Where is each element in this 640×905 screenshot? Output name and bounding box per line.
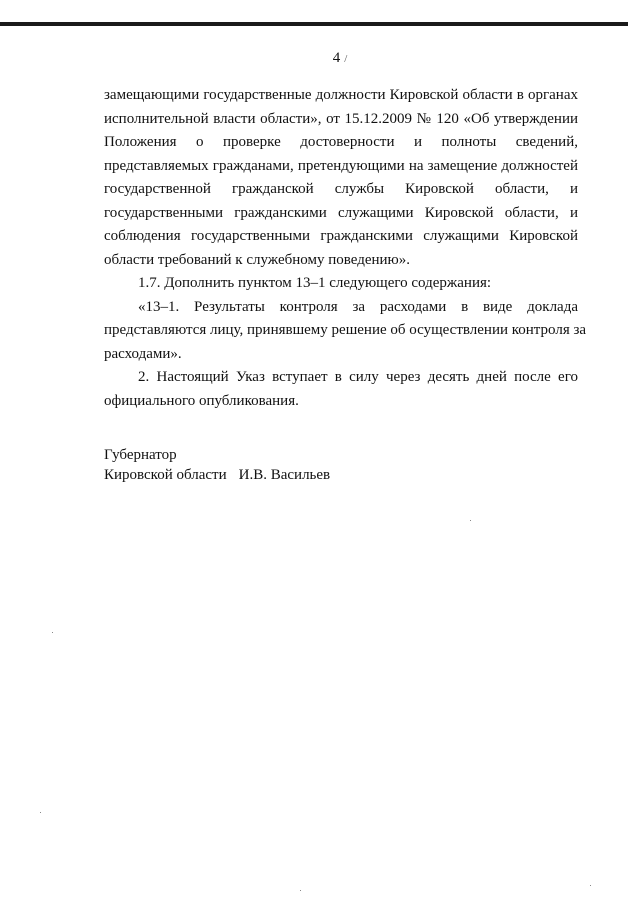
text-line: замещающими государственные должности Кировской области в органах (104, 87, 578, 103)
text-line: представляемых гражданами, претендующими на замещение должностей (104, 157, 578, 174)
page-number-mark: / (344, 53, 348, 65)
text-line: «13–1. Результаты контроля за расходами в виде доклада (138, 298, 578, 315)
text-line: Положения о проверке достоверности и полноты сведений, (104, 134, 578, 150)
signature-block (104, 445, 342, 485)
text-line: 1.7. Дополнить пунктом 13–1 следующего содержания: (138, 275, 492, 291)
signature-title-line2 (104, 465, 342, 485)
scan-speck (590, 885, 591, 886)
paragraph-continuation (104, 84, 578, 272)
paragraph-item-2 (104, 366, 578, 413)
top-border-rule (0, 22, 628, 26)
page-number (0, 48, 640, 69)
text-line: государственной гражданской службы Кировской области, и (104, 181, 578, 197)
text-line: расходами». (104, 345, 182, 362)
text-line: 2. Настоящий Указ вступает в силу через десять дней после его (138, 369, 578, 385)
signature-title-line1: Губернатор (104, 447, 177, 463)
signature-region: Кировской области (104, 467, 227, 483)
scan-speck (52, 632, 53, 633)
document-body (104, 84, 587, 413)
scan-speck (300, 890, 301, 891)
text-line: официального опубликования. (104, 392, 299, 409)
paragraph-item-1-7 (104, 272, 578, 296)
text-line: представляются лицу, принявшему решение об осуществлении контроля за (104, 322, 587, 338)
page-number-value: 4 (332, 50, 341, 66)
paragraph-quote-13-1 (104, 296, 587, 367)
signature-name: И.В. Васильев (238, 467, 331, 483)
scan-speck (470, 520, 471, 521)
text-line: исполнительной власти области», от 15.12.2009 № 120 «Об утверждении (104, 110, 578, 127)
text-line: государственными гражданскими служащими Кировской области, и (104, 204, 578, 221)
text-line: соблюдения государственными гражданскими служащими Кировской (104, 228, 578, 244)
scan-speck (40, 812, 41, 813)
text-line: области требований к служебному поведению». (104, 251, 410, 268)
